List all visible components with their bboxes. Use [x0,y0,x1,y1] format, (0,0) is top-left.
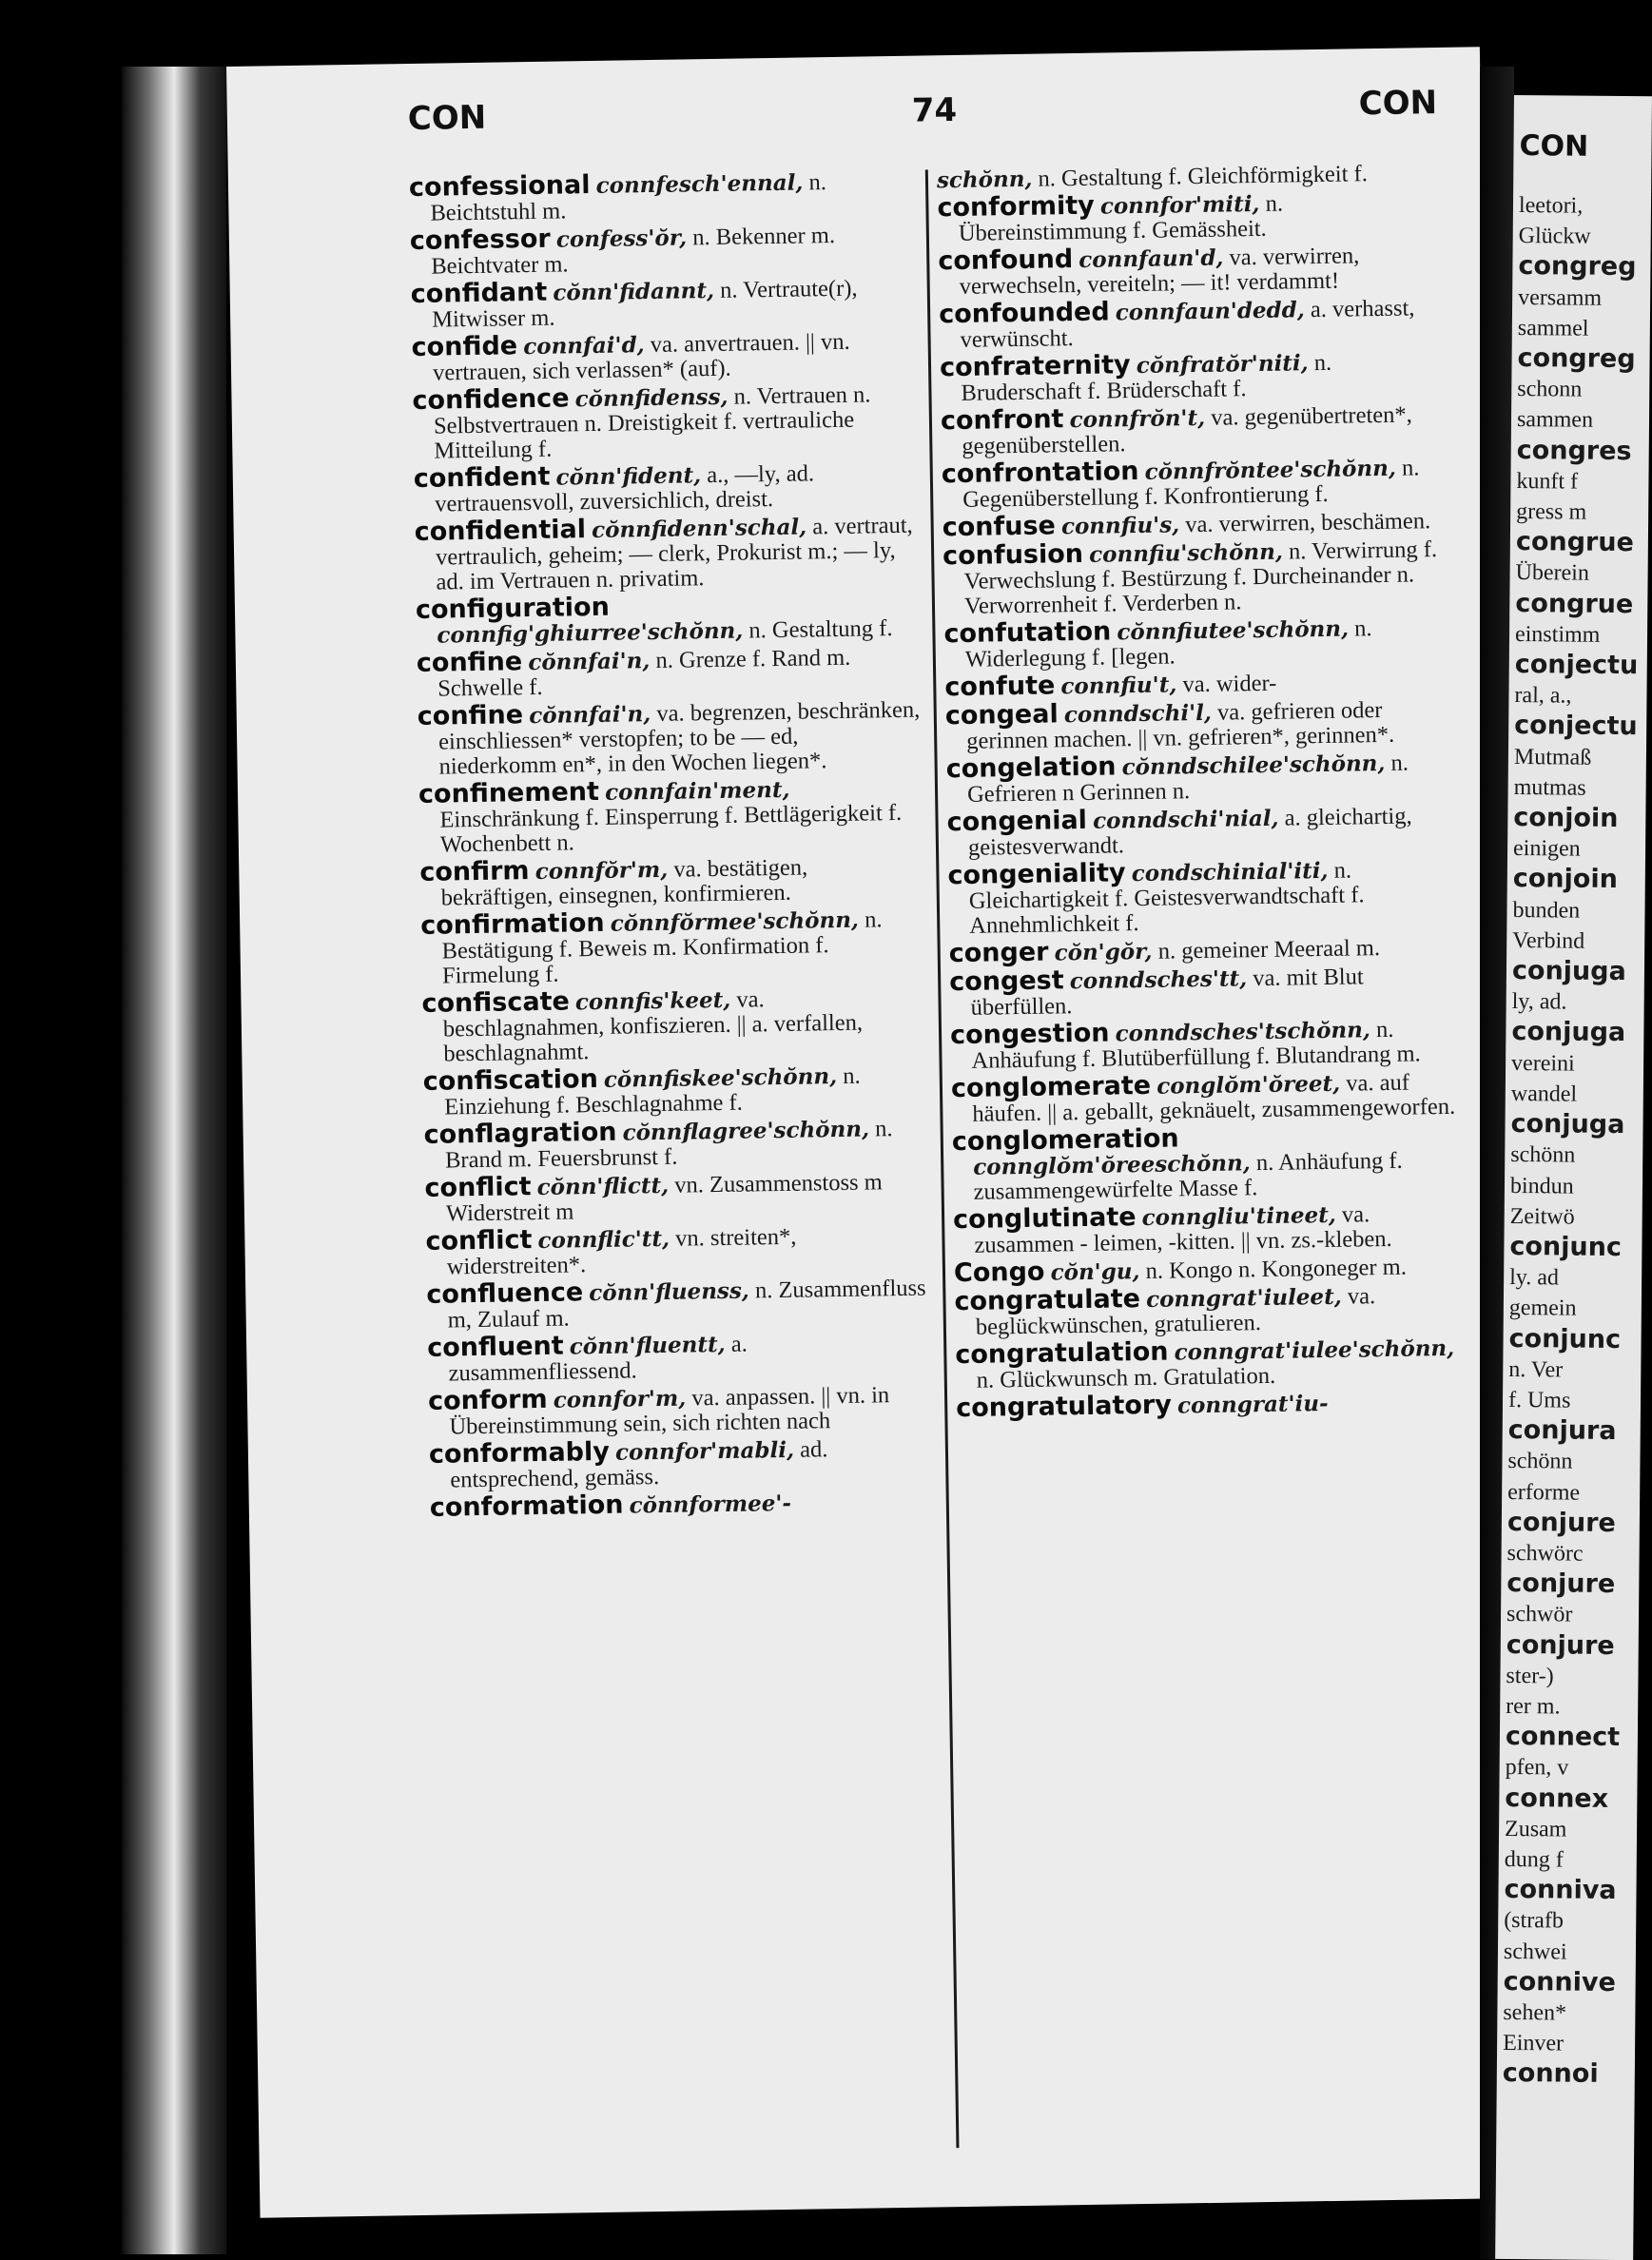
running-head-right: CON [1358,84,1437,123]
headword: conglomeration [952,1123,1179,1157]
facing-page-line: gress m [1516,497,1652,531]
facing-page-line: ster-) [1506,1661,1652,1695]
facing-page-line: conjectu [1515,650,1652,684]
dictionary-entry [954,1254,1458,1287]
dictionary-entry [956,1389,1460,1422]
definition: n. Bruderschaft f. Brüderschaft f. [961,350,1331,406]
dictionary-entry [427,1329,932,1387]
pronunciation: connfor'miti, [1100,191,1260,220]
facing-page-line: Glückw [1519,221,1652,255]
headword: congenial [946,806,1087,837]
dictionary-entry [953,1200,1458,1258]
facing-page-text [1503,190,1652,2093]
facing-page-line: conjuga [1511,1017,1652,1051]
headword: confutation [943,616,1111,649]
dictionary-entry [423,1062,928,1120]
running-head-left: CON [408,99,487,138]
dictionary-entry [938,242,1443,300]
headword: congratulatory [956,1391,1172,1424]
facing-page-line: vereini [1511,1048,1652,1082]
definition: n. Glückwunsch m. Gratulation. [977,1363,1276,1393]
headword: confessor [410,224,551,256]
definition: n. Anhäufung f. zusammengewürfelte Masse f. [973,1148,1402,1205]
headword: conformity [937,191,1095,224]
pronunciation: cŏnnfidenss, [574,384,728,413]
definition: n. Übereinstimmung f. Gemässheit. [959,191,1284,246]
facing-page-line: conjunc [1508,1324,1652,1358]
pronunciation: conndsches'tt, [1070,965,1248,994]
facing-page-line: conjoin [1513,864,1652,898]
dictionary-entry [409,168,914,226]
facing-page-line: kunft f [1516,466,1652,500]
dictionary-entry [943,614,1448,672]
facing-page-line: Einver [1503,2028,1652,2062]
headword: confide [411,331,517,362]
left-column [409,168,934,1525]
facing-page-line: conniva [1504,1875,1652,1909]
facing-page-line: leetori, [1519,190,1652,224]
headword: conglomerate [951,1071,1152,1103]
facing-page-line: schonn [1517,374,1652,408]
dictionary-entry [419,853,924,911]
definition: n. Gefrieren n Gerinnen n. [967,750,1409,808]
book-edge-shadow [122,67,226,2254]
headword: congratulation [955,1337,1169,1371]
dictionary-entry [954,1282,1459,1340]
definition: n. gemeiner Meeraal m. [1157,935,1380,964]
headword: confute [944,671,1055,702]
headword: confuse [942,511,1056,542]
definition: n. Grenze f. Rand m. Schwelle f. [437,645,850,702]
page-number: 74 [912,91,958,130]
definition: n. Vertraute(r), Mitwisser m. [432,276,858,333]
headword: confidant [411,278,548,309]
facing-page-line: conjuga [1510,1109,1652,1143]
facing-page-line: conjura [1508,1415,1652,1450]
definition: va. gegenübertreten*, gegenüberstellen. [962,401,1412,458]
pronunciation: connfig'ghiurree'schŏnn, [437,618,743,649]
facing-page-line: conjoin [1513,803,1652,837]
definition: va. auf häufen. || a. geballt, geknäuelt, zusammengeworfen. [972,1070,1455,1127]
facing-page-line: schönn [1507,1446,1652,1480]
headword: conformation [430,1490,624,1523]
facing-page-fragment [1495,95,1652,2260]
dictionary-entry [428,1382,933,1440]
right-column [937,160,1461,1425]
facing-page-line: Überein [1515,557,1652,592]
dictionary-entry [423,1116,928,1174]
headword: confound [938,244,1073,276]
dictionary-entry [949,934,1453,967]
pronunciation: conglŏm'ŏreet, [1156,1071,1340,1100]
definition: n. Brand m. Feuersbrunst f. [445,1116,893,1173]
pronunciation: conndsches'tschŏnn, [1115,1017,1370,1046]
definition: va. wider- [1182,671,1276,698]
definition: va. beschlagnahmen, konfiszieren. || a. verfallen, beschlagnahmt. [443,986,863,1066]
headword: confine [418,700,524,731]
headword: congest [949,965,1064,997]
pronunciation: cŏnnflagree'schŏnn, [622,1117,869,1146]
definition: Einschränkung f. Einsperrung f. Bettlägerigkeit f. Wochenbett n. [439,800,902,858]
definition: va. anpassen. || vn. in Übereinstimmung sein, sich richten nach [449,1382,889,1439]
pronunciation: connfiu'schŏnn, [1089,539,1283,568]
definition: n. Einziehung f. Beschlagnahme f. [444,1063,861,1120]
facing-page-line: Zusam [1505,1814,1652,1848]
definition: n. Widerlegung f. [legen. [965,615,1372,672]
definition: vn. Zusammenstoss m Widerstreit m [446,1169,883,1226]
headword: conformably [429,1437,610,1470]
facing-page-line: gemein [1509,1293,1652,1327]
pronunciation: cŏnn'fluentt, [570,1332,726,1360]
dictionary-entry [411,328,916,386]
pronunciation: confess'ŏr, [556,224,688,252]
pronunciation: cŏnnfŏrmee'schŏnn, [611,907,860,937]
definition: n. Gestaltung f. Gleichförmigkeit f. [1038,161,1368,191]
headword: confusion [943,539,1083,571]
pronunciation: cŏnn'fluenss, [589,1278,749,1307]
dictionary-entry [937,188,1442,246]
pronunciation: condschinial'iti, [1132,858,1329,886]
headword: confidential [414,515,586,547]
dictionary-entry [418,775,923,858]
facing-page-line: conjectu [1514,711,1652,745]
headword: confiscation [423,1064,598,1097]
headword: conflict [424,1172,531,1203]
pronunciation: conngliu'tineet, [1141,1202,1335,1231]
pronunciation: cŏnndschilee'schŏnn, [1121,750,1385,780]
pronunciation: cŏn'gu, [1050,1258,1139,1285]
facing-page-line: einigen [1513,833,1652,867]
dictionary-entry [424,1169,929,1227]
headword: confirm [419,856,530,887]
dictionary-entry [946,750,1451,808]
facing-page-line: congrue [1516,527,1652,561]
headword: confront [941,404,1064,436]
definition: n. Vertrauen n. Selbstvertrauen n. Dreistigkeit f. vertrauliche Mitteilung f. [434,381,871,463]
dictionary-entry [952,1122,1457,1205]
definition: n. Bestätigung f. Beweis m. Konfirmation f. Firmelung f. [441,906,882,988]
facing-page-line: conjuga [1512,956,1652,990]
pronunciation: cŏnfratŏr'niti, [1137,350,1309,379]
facing-page-line: bindun [1510,1171,1652,1205]
definition: a. verhasst, verwünscht. [960,295,1414,353]
definition: va. anvertrauen. || vn. vertrauen, sich verlassen* (auf). [433,329,850,386]
facing-page-line: sammel [1518,313,1652,347]
dictionary-entry [942,455,1447,513]
pronunciation: connfor'mabli, [615,1437,794,1466]
definition: a. vertraut, vertraulich, geheim; — clerk, Prokurist m.; — ly, ad. im Vertrauen n. privatim. [436,513,913,595]
pronunciation: cŏnnformee'- [629,1490,791,1519]
dictionary-entry [414,459,919,517]
facing-page-line: f. Ums [1508,1385,1652,1419]
facing-page-line: Mutmaß [1514,742,1652,776]
pronunciation: cŏnnfiskee'schŏnn, [604,1063,838,1093]
dictionary-entry [946,803,1451,861]
pronunciation: cŏnnfidenn'schal, [592,514,807,543]
headword: congeniality [947,858,1126,890]
headword: confraternity [940,350,1131,382]
dictionary-entry [411,275,916,333]
facing-page-line: pfen, v [1506,1752,1652,1786]
headword: confirmation [420,908,605,941]
dictionary-entry [412,381,917,464]
facing-page-line: ly. ad [1509,1262,1652,1296]
dictionary-entry [950,1016,1455,1074]
definition: ad. entsprechend, gemäss. [450,1436,827,1492]
pronunciation: connfain'ment, [605,777,790,806]
facing-page-line: connive [1504,1967,1652,2001]
facing-page-line: bunden [1512,895,1652,929]
facing-page-running-head: CON [1519,129,1588,164]
definition: n. Anhäufung f. Blutüberfüllung f. Blutandrang m. [971,1017,1421,1074]
headword: confiscate [421,986,570,1018]
pronunciation: connfaun'dedd, [1116,297,1305,325]
facing-page-line: connoi [1503,2058,1652,2093]
headword: conflict [425,1225,532,1257]
pronunciation: conndschi'nial, [1093,806,1279,834]
dictionary-entry [420,906,925,989]
facing-page-line: conjure [1506,1568,1652,1603]
facing-page-line: schwör [1506,1599,1652,1633]
definition: n. Kongo n. Kongoneger m. [1145,1255,1407,1284]
dictionary-entry [415,513,920,595]
definition: n. Bekenner m. Beichtvater m. [431,223,835,280]
pronunciation: cŏnn'fident, [555,462,701,490]
headword: conform [428,1385,548,1416]
dictionary-entry [947,856,1452,939]
dictionary-entry [941,401,1446,459]
dictionary-entry [949,963,1454,1021]
pronunciation: connfrŏn't, [1069,405,1205,433]
dictionary-entry [425,1222,930,1280]
facing-page-line: (strafb [1504,1905,1652,1939]
dictionary-entry [410,222,915,280]
facing-page-line: schwei [1504,1937,1652,1971]
definition: va. mit Blut überfüllen. [970,964,1363,1020]
facing-page-line: schönn [1510,1140,1652,1174]
dictionary-entry [429,1435,934,1493]
pronunciation: cŏnnfiutee'schŏnn, [1117,616,1349,646]
dictionary-entry [937,160,1441,193]
definition: n. Gleichartigkeit f. Geistesverwandtschaft f. Annehmlichkeit f. [969,858,1365,939]
dictionary-page [226,47,1513,2217]
definition: va. begrenzen, beschränken, einschliessen* verstopfen; to be — ed, niederkomm en*, in den Wochen liegen*. [438,697,921,780]
facing-page-line: Zeitwö [1510,1201,1652,1236]
dictionary-entry [943,508,1447,541]
dictionary-entry [943,536,1448,619]
pronunciation: connfis'keet, [575,987,731,1016]
pronunciation: conngrat'iu- [1177,1391,1329,1418]
headword: congelation [945,751,1116,784]
facing-page-line: schwörc [1506,1538,1652,1572]
headword: conger [949,938,1049,969]
facing-page-line: connect [1506,1722,1652,1756]
facing-page-line: erforme [1507,1477,1652,1511]
pronunciation: connflic'tt, [537,1226,670,1254]
facing-page-line: conjure [1506,1630,1652,1665]
dictionary-entry [955,1335,1460,1393]
definition: a. gleichartig, geistesverwandt. [968,804,1412,861]
definition: va. bestätigen, bekräftigen, einsegnen, konfirmieren. [441,855,808,911]
definition: n. Verwirrung f. Verwechslung f. Bestürzung f. Durcheinander n. Verworrenheit f. Verderben n. [963,536,1437,619]
facing-page-line: congreg [1517,343,1652,378]
dictionary-entry [939,295,1444,353]
facing-page-line: congres [1517,436,1652,470]
headword: confounded [939,297,1110,329]
facing-page-line: sammen [1517,404,1652,438]
headword: conflagration [423,1118,616,1150]
pronunciation: conngrat'iulee'schŏnn, [1174,1335,1454,1366]
facing-page-line: connex [1505,1783,1652,1818]
definition: n. Gestaltung f. [748,615,892,643]
pronunciation: connfiu't, [1060,672,1176,699]
headword: congestion [950,1019,1110,1051]
pronunciation: cŏnnfai'n, [528,648,651,675]
headword: Congo [954,1257,1045,1288]
pronunciation: connfesch'ennal, [595,169,803,198]
headword: congratulate [954,1284,1140,1316]
definition: n. Zusammenfluss m, Zulauf m. [448,1276,926,1334]
pronunciation: cŏnnfai'n, [529,701,651,729]
dictionary-entry [951,1069,1456,1127]
definition: n. Gegenüberstellung f. Konfrontierung f. [962,455,1420,513]
pronunciation: schŏnn, [937,166,1033,194]
facing-page-line: dung f [1505,1844,1652,1879]
pronunciation: connglŏm'ŏreeschŏnn, [973,1150,1251,1180]
headword: confluence [426,1277,583,1310]
facing-page-line: n. Ver [1508,1354,1652,1389]
dictionary-entry [416,591,921,649]
headword: conglutinate [953,1202,1137,1235]
definition: n. Beichtstuhl m. [430,169,826,226]
facing-page-line: conjunc [1509,1232,1652,1266]
dictionary-entry [426,1276,931,1334]
pronunciation: cŏnn'fidannt, [553,278,714,306]
pronunciation: connfaun'd, [1079,245,1224,273]
definition: vn. streiten*, widerstreiten*. [447,1224,797,1280]
dictionary-entry [430,1489,934,1522]
definition: va. verwirren, beschämen. [1185,508,1430,537]
dictionary-entry [945,696,1450,754]
facing-page-line: wandel [1511,1079,1652,1113]
headword: confinement [418,777,599,809]
pronunciation: connfai'd, [523,332,645,360]
facing-page-line: ly, ad. [1512,986,1652,1021]
headword: confrontation [942,457,1139,489]
facing-page-line: congrue [1515,589,1652,623]
definition: va. beglückwünschen, gratulieren. [976,1283,1376,1340]
headword: confluent [427,1332,564,1363]
facing-page-line: Verbind [1512,925,1652,960]
pronunciation: connfiu's, [1061,512,1180,539]
facing-page-line: congreg [1518,251,1652,285]
headword: configuration [416,593,610,625]
pronunciation: cŏn'gŏr, [1054,939,1152,966]
facing-page-line: sehen* [1503,1997,1652,2032]
facing-page-line: ral, a., [1514,680,1652,714]
dictionary-entry [418,697,923,780]
dictionary-entry [421,984,926,1067]
definition: a. zusammenfliessend. [448,1332,748,1387]
definition: va. gefrieren oder gerinnen machen. || vn. gefrieren*, gerinnen*. [966,697,1394,754]
pronunciation: cŏnnfrŏntee'schŏnn, [1144,456,1396,485]
facing-page-line: mutmas [1514,772,1652,807]
dictionary-entry [940,348,1445,406]
pronunciation: connfor'm, [554,1386,687,1413]
facing-page-line: conjure [1507,1508,1652,1542]
headword: congeal [945,699,1059,731]
pronunciation: conndschi'l, [1064,700,1212,728]
pronunciation: cŏnn'flictt, [536,1173,669,1200]
facing-page-line: einstimm [1515,619,1652,653]
definition: va. verwirren, verwechseln, vereiteln; — it! verdammt! [960,243,1360,300]
pronunciation: connfŏr'm, [534,857,668,885]
definition: va. zusammen - leimen, -kitten. || vn. zs.-kleben. [974,1201,1391,1258]
facing-page-line: versamm [1518,282,1652,317]
headword: confidence [412,383,569,416]
headword: confine [417,647,523,678]
definition: a., —ly, ad. vertrauensvoll, zuversichlich, dreist. [435,460,814,516]
headword: confessional [409,170,591,203]
pronunciation: conngrat'iuleet, [1146,1284,1342,1313]
dictionary-entry [417,644,922,702]
headword: confident [414,462,551,494]
facing-page-line: rer m. [1506,1691,1652,1725]
dictionary-entry [944,668,1448,701]
